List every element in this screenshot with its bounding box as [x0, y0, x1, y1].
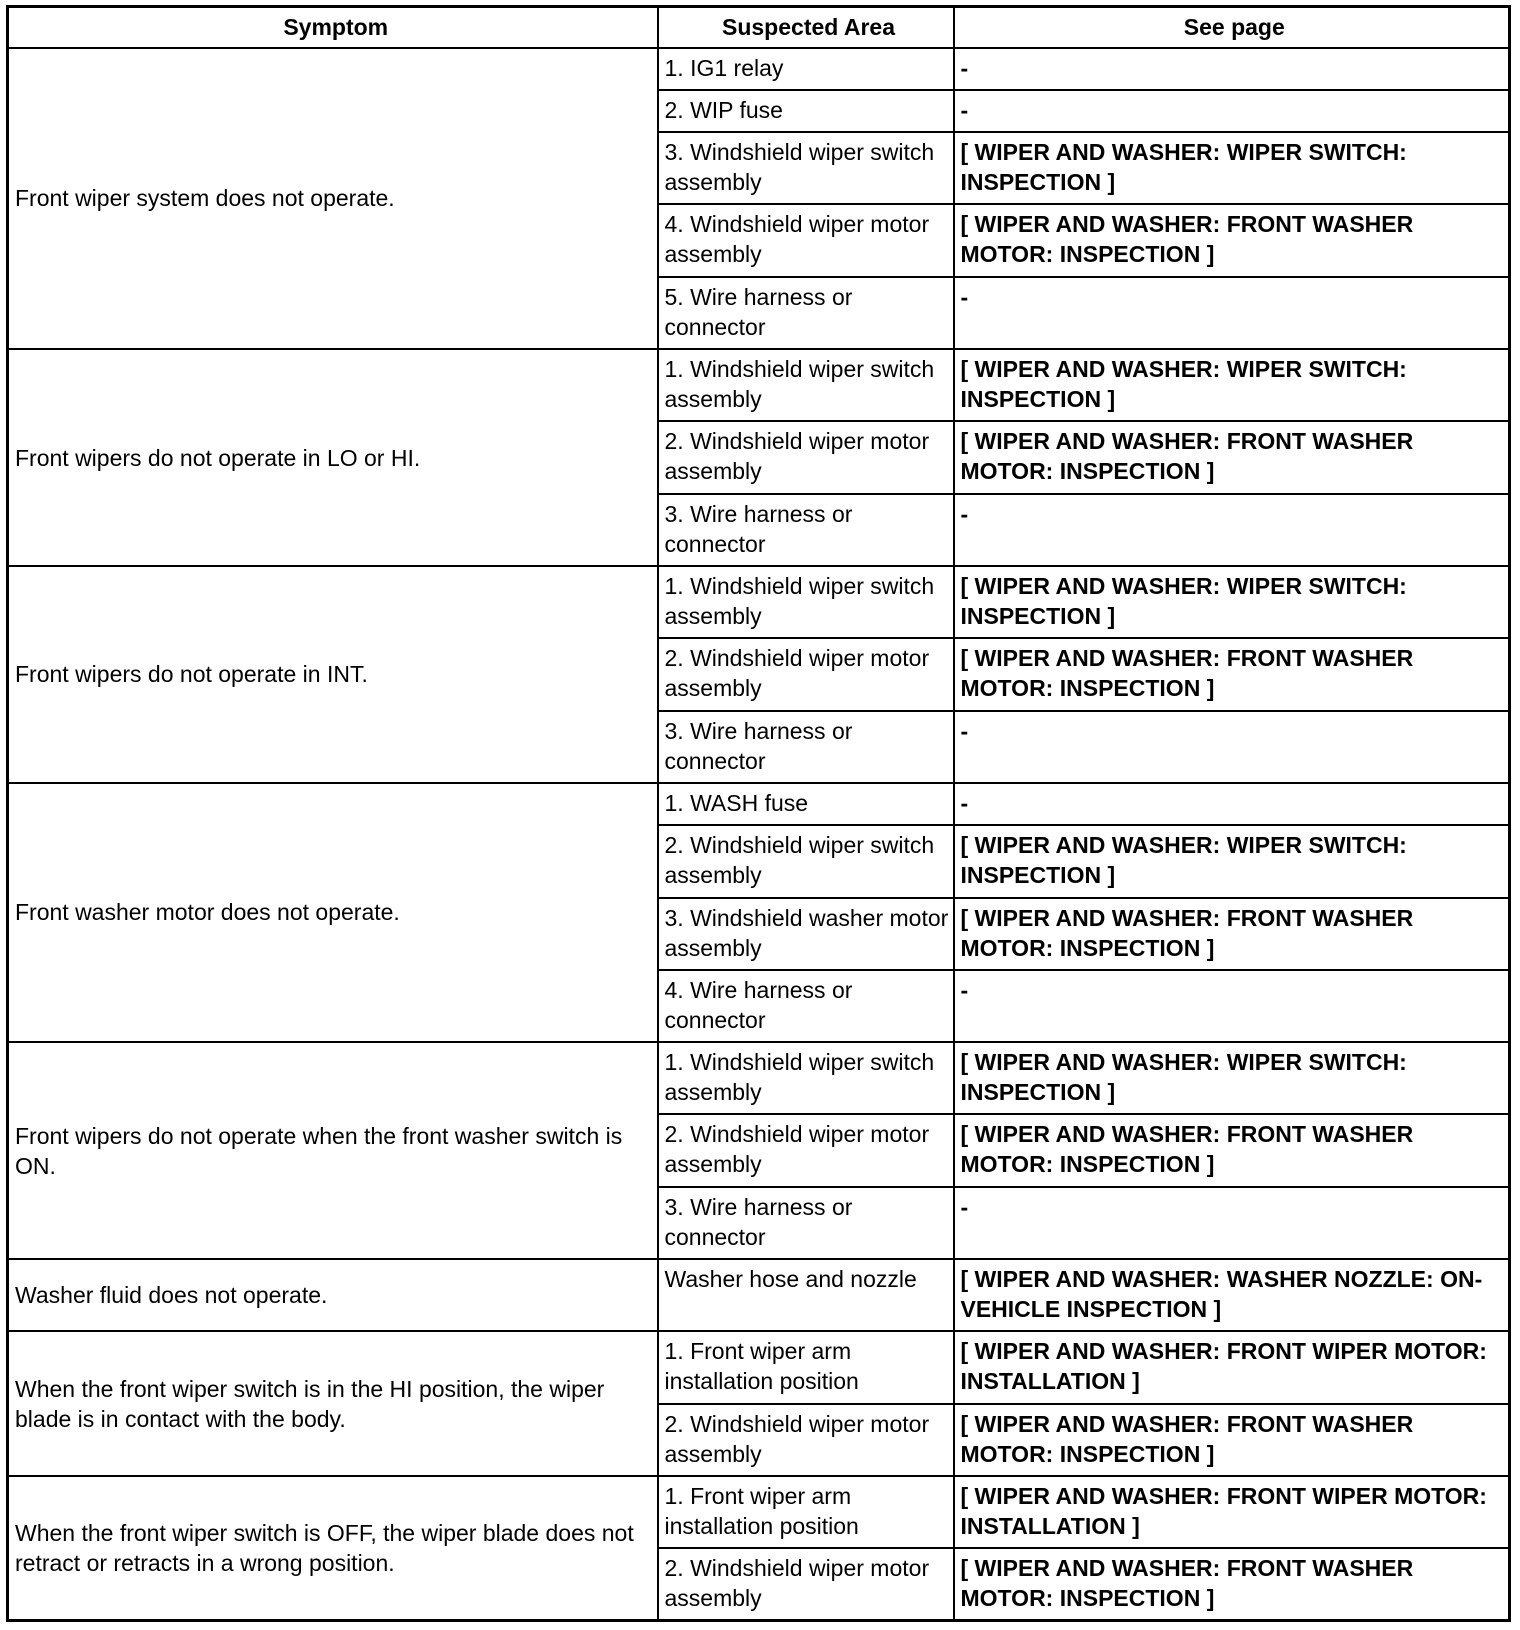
suspected-area-cell: 3. Wire harness or connector	[658, 494, 954, 566]
see-page-cell: -	[954, 783, 1510, 825]
see-page-cell: [ WIPER AND WASHER: FRONT WASHER MOTOR: INSPECTION ]	[954, 898, 1510, 970]
table-row	[8, 1259, 1510, 1331]
suspected-area-cell: 1. Windshield wiper switch assembly	[658, 566, 954, 638]
see-page-cell: [ WIPER AND WASHER: WIPER SWITCH: INSPECTION ]	[954, 132, 1510, 204]
suspected-area-cell: 2. Windshield wiper motor assembly	[658, 1114, 954, 1186]
suspected-area-cell: 3. Windshield wiper switch assembly	[658, 132, 954, 204]
header-suspected-area: Suspected Area	[658, 7, 954, 48]
see-page-cell: -	[954, 277, 1510, 349]
see-page-cell: -	[954, 90, 1510, 132]
see-page-cell: [ WIPER AND WASHER: FRONT WASHER MOTOR: INSPECTION ]	[954, 1404, 1510, 1476]
see-page-cell: [ WIPER AND WASHER: FRONT WIPER MOTOR: INSTALLATION ]	[954, 1476, 1510, 1548]
see-page-cell: [ WIPER AND WASHER: WIPER SWITCH: INSPECTION ]	[954, 825, 1510, 897]
table-row	[8, 1476, 1510, 1548]
see-page-cell: -	[954, 1187, 1510, 1259]
suspected-area-cell: 3. Wire harness or connector	[658, 711, 954, 783]
see-page-cell: [ WIPER AND WASHER: FRONT WASHER MOTOR: INSPECTION ]	[954, 1548, 1510, 1620]
suspected-area-cell: 2. WIP fuse	[658, 90, 954, 132]
suspected-area-cell: 1. WASH fuse	[658, 783, 954, 825]
see-page-cell: [ WIPER AND WASHER: WIPER SWITCH: INSPECTION ]	[954, 1042, 1510, 1114]
suspected-area-cell: 2. Windshield wiper motor assembly	[658, 421, 954, 493]
table-body	[8, 48, 1510, 1621]
table-row	[8, 349, 1510, 421]
see-page-cell: [ WIPER AND WASHER: WIPER SWITCH: INSPECTION ]	[954, 349, 1510, 421]
suspected-area-cell: 5. Wire harness or connector	[658, 277, 954, 349]
see-page-cell: [ WIPER AND WASHER: FRONT WASHER MOTOR: INSPECTION ]	[954, 204, 1510, 276]
suspected-area-cell: 2. Windshield wiper motor assembly	[658, 1404, 954, 1476]
suspected-area-cell: 3. Windshield washer motor assembly	[658, 898, 954, 970]
table-row	[8, 566, 1510, 638]
troubleshooting-table	[6, 5, 1511, 1622]
suspected-area-cell: 2. Windshield wiper switch assembly	[658, 825, 954, 897]
see-page-cell: [ WIPER AND WASHER: FRONT WASHER MOTOR: INSPECTION ]	[954, 1114, 1510, 1186]
header-see-page: See page	[954, 7, 1510, 48]
suspected-area-cell: 1. Front wiper arm installation position	[658, 1476, 954, 1548]
symptom-cell: Front wiper system does not operate.	[8, 48, 658, 350]
symptom-cell: Front wipers do not operate in LO or HI.	[8, 349, 658, 566]
suspected-area-cell: 1. Front wiper arm installation position	[658, 1331, 954, 1403]
see-page-cell: [ WIPER AND WASHER: FRONT WASHER MOTOR: INSPECTION ]	[954, 421, 1510, 493]
table-row	[8, 783, 1510, 825]
table-row	[8, 48, 1510, 90]
header-row	[8, 7, 1510, 48]
symptom-cell: Washer fluid does not operate.	[8, 1259, 658, 1331]
suspected-area-cell: 1. Windshield wiper switch assembly	[658, 1042, 954, 1114]
symptom-cell: When the front wiper switch is OFF, the wiper blade does not retract or retracts in a wrong position.	[8, 1476, 658, 1621]
suspected-area-cell: 1. IG1 relay	[658, 48, 954, 90]
table-row	[8, 1042, 1510, 1114]
suspected-area-cell: 3. Wire harness or connector	[658, 1187, 954, 1259]
symptom-cell: When the front wiper switch is in the HI position, the wiper blade is in contact with the body.	[8, 1331, 658, 1476]
see-page-cell: -	[954, 970, 1510, 1042]
suspected-area-cell: 1. Windshield wiper switch assembly	[658, 349, 954, 421]
see-page-cell: [ WIPER AND WASHER: WASHER NOZZLE: ON-VEHICLE INSPECTION ]	[954, 1259, 1510, 1331]
table-row	[8, 1331, 1510, 1403]
see-page-cell: -	[954, 494, 1510, 566]
symptom-cell: Front wipers do not operate in INT.	[8, 566, 658, 783]
suspected-area-cell: Washer hose and nozzle	[658, 1259, 954, 1331]
symptom-cell: Front washer motor does not operate.	[8, 783, 658, 1042]
suspected-area-cell: 4. Wire harness or connector	[658, 970, 954, 1042]
suspected-area-cell: 2. Windshield wiper motor assembly	[658, 1548, 954, 1620]
see-page-cell: [ WIPER AND WASHER: FRONT WIPER MOTOR: INSTALLATION ]	[954, 1331, 1510, 1403]
see-page-cell: -	[954, 711, 1510, 783]
see-page-cell: [ WIPER AND WASHER: FRONT WASHER MOTOR: INSPECTION ]	[954, 638, 1510, 710]
header-symptom: Symptom	[8, 7, 658, 48]
suspected-area-cell: 4. Windshield wiper motor assembly	[658, 204, 954, 276]
suspected-area-cell: 2. Windshield wiper motor assembly	[658, 638, 954, 710]
see-page-cell: -	[954, 48, 1510, 90]
symptom-cell: Front wipers do not operate when the front washer switch is ON.	[8, 1042, 658, 1259]
see-page-cell: [ WIPER AND WASHER: WIPER SWITCH: INSPECTION ]	[954, 566, 1510, 638]
